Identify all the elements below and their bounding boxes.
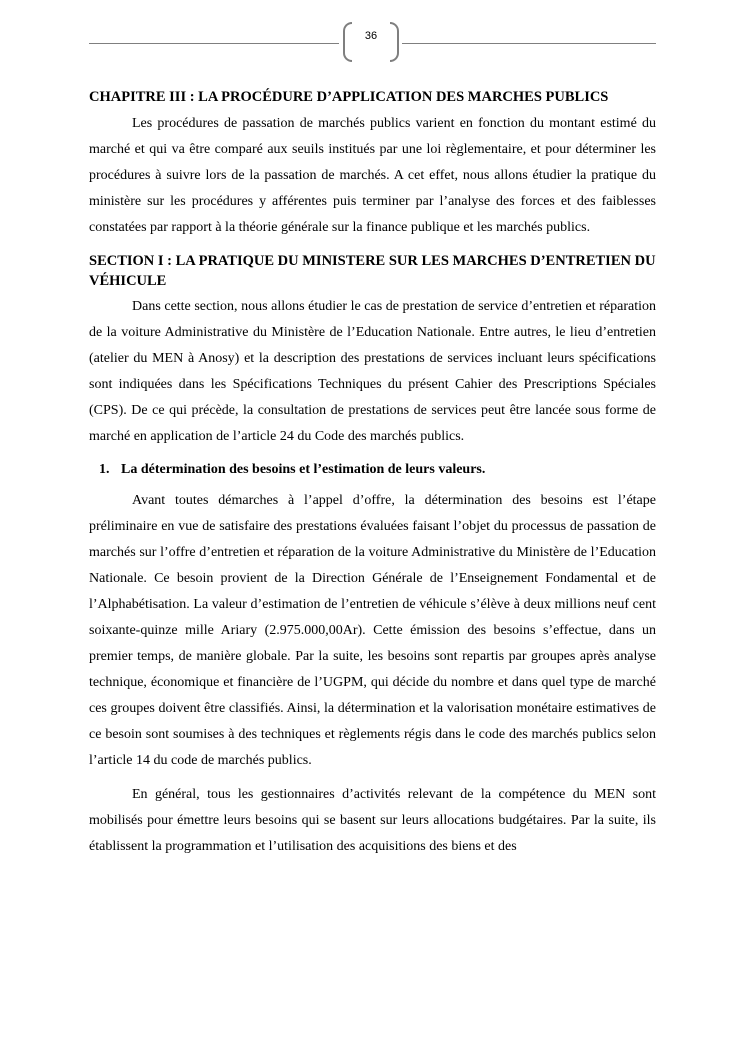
body-paragraph: Avant toutes démarches à l’appel d’offre, la détermination des besoins est l’étape préliminaire en vue de satisfaire des prestations évaluées faisant l’objet du processus de passation de marchés sur l’offre d’entretien et réparation de la voiture Administrative du Ministère de l’Education Nationale. Ce besoin provient de la Direction Générale de l’Enseignement Fondamental et de l’Alphabétisation. La valeur d’estimation de l’entretien de véhicule s’élève à deux millions neuf cent soixante-quinze mille Ariary (2.975.000,00Ar). Cette émission des besoins s’effectue, dans un premier temps, de manière globale. Par la suite, les besoins sont repartis par groupes après analyse technique, économique et financière de l’UGPM, qui décide du nombre et dans quel type de marché ces groupes doivent être classifiés. Ainsi, la détermination et la valorisation monétaire estimatives de ce besoin sont soumises à des techniques et règlements régis dans le code des marchés publics selon l’article 14 du code de marchés publics.	[89, 493, 656, 768]
header-rule-right	[402, 43, 656, 44]
chapter-title: CHAPITRE III : LA PROCÉDURE D’APPLICATION DES MARCHES PUBLICS	[89, 89, 609, 105]
page-header	[0, 0, 745, 70]
subsection-heading	[89, 459, 656, 481]
page-number: 36	[364, 30, 378, 42]
section-title: SECTION I : LA PRATIQUE DU MINISTERE SUR LES MARCHES D’ENTRETIEN DU VÉHICULE	[89, 253, 656, 289]
chapter-intro-paragraph: Les procédures de passation de marchés publics varient en fonction du montant estimé du marché et qui va être comparé aux seuils institués par une loi règlementaire, et pour déterminer les procédures à suivre lors de la passation de marchés. A cet effet, nous allons étudier la pratique du ministère sur les procédures y afférentes puis terminer par l’analyse des forces et des faiblesses constatées par rapport à la théorie générale sur la finance publique et les marchés publics.	[89, 116, 656, 235]
section-intro-paragraph: Dans cette section, nous allons étudier le cas de prestation de service d’entretien et réparation de la voiture Administrative du Ministère de l’Education Nationale. Entre autres, le lieu d’entretien (atelier du MEN à Anosy) et la description des prestations de services incluant leurs spécifications sont indiquées dans les Spécifications Techniques du présent Cahier des Prescriptions Spéciales (CPS). De ce qui précède, la consultation de prestations de services peut être lancée sous forme de marché en application de l’article 24 du Code des marchés publics.	[89, 299, 656, 444]
subsection-title: La détermination des besoins et l’estimation de leurs valeurs.	[121, 462, 486, 477]
page-body	[89, 87, 656, 860]
header-rule-left	[89, 43, 339, 44]
right-brace-decoration	[390, 22, 399, 62]
body-paragraph: En général, tous les gestionnaires d’activités relevant de la compétence du MEN sont mobilisés pour émettre leurs besoins qui se basent sur leurs allocations budgétaires. Par la suite, ils établissent la programmation et l’utilisation des acquisitions des biens et des	[89, 787, 656, 854]
left-brace-decoration	[343, 22, 352, 62]
subsection-number: 1.	[99, 462, 110, 477]
